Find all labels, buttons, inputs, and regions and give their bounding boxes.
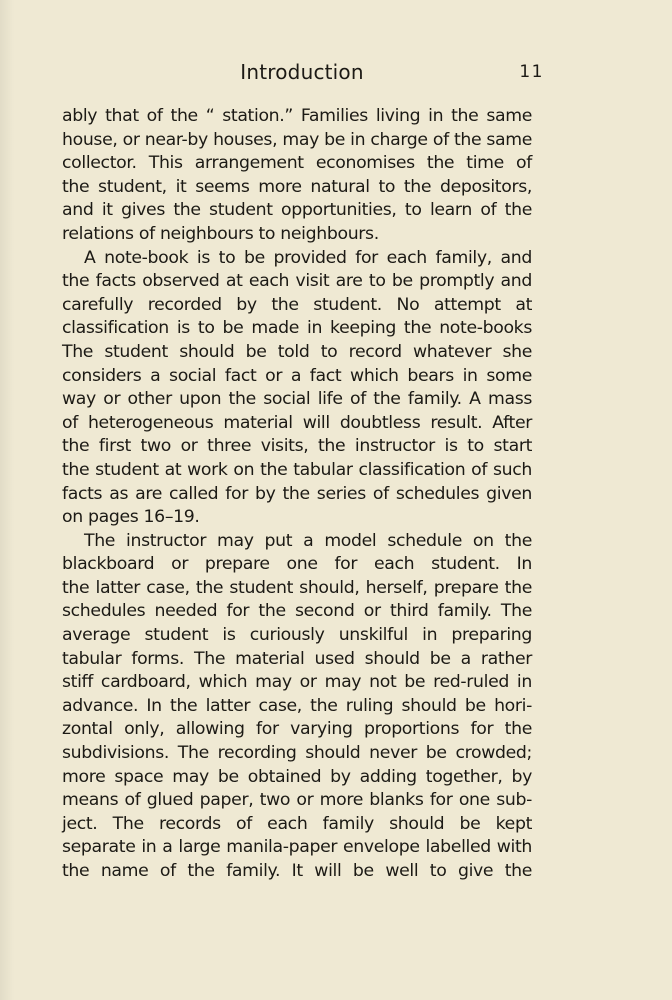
text-line: the latter case, the student should, herself, prepare the: [62, 577, 532, 598]
page-title: Introduction: [240, 60, 364, 84]
text-line: ably that of the “ station.” Families living in the same: [62, 106, 532, 126]
text-line: zontal only, allowing for varying proportions for the: [62, 719, 532, 740]
text-line: the student at work on the tabular classification of such: [62, 459, 532, 480]
text-line: and it gives the student opportunities, to learn of the: [62, 200, 532, 221]
text-line: considers a social fact or a fact which bears in some: [62, 365, 532, 386]
text-line: means of glued paper, two or more blanks for one sub-: [62, 790, 532, 811]
text-line: classification is to be made in keeping the note-books: [62, 318, 532, 339]
text-line: advance. In the latter case, the ruling should be hori-: [62, 695, 532, 716]
text-line: subdivisions. The recording should never be crowded;: [62, 743, 532, 764]
text-line: blackboard or prepare one for each student. In: [62, 554, 532, 575]
text-line: the first two or three visits, the instructor is to start: [62, 436, 532, 457]
text-line: of heterogeneous material will doubtless result. After: [62, 412, 532, 433]
text-line: The instructor may put a model schedule on the: [84, 530, 532, 551]
text-line: the student, it seems more natural to the depositors,: [62, 176, 532, 197]
text-line: ject. The records of each family should be kept: [62, 813, 532, 834]
text-line: facts as are called for by the series of schedules given: [62, 483, 532, 504]
text-line: separate in a large manila-paper envelope labelled with: [62, 837, 532, 858]
text-line: the name of the family. It will be well to give the: [62, 861, 532, 881]
text-line: house, or near-by houses, may be in charge of the same: [62, 129, 533, 150]
text-line: on pages 16–19.: [62, 507, 200, 528]
text-line: schedules needed for the second or third family. The: [62, 601, 532, 622]
page-number: 11: [519, 62, 544, 82]
text-line: the facts observed at each visit are to be promptly and: [62, 271, 532, 292]
text-line: stiff cardboard, which may or may not be red-ruled in: [62, 672, 532, 693]
running-head: [62, 60, 542, 90]
text-line: relations of neighbours to neighbours.: [62, 223, 379, 244]
text-line: collector. This arrangement economises the time of: [62, 153, 532, 174]
text-line: average student is curiously unskilful in preparing: [62, 625, 532, 646]
text-line: way or other upon the social life of the family. A mass: [62, 389, 532, 410]
text-line: The student should be told to record whatever she: [62, 341, 532, 362]
body-text: [62, 105, 532, 884]
text-line: A note-book is to be provided for each family, and: [84, 247, 532, 268]
text-line: tabular forms. The material used should be a rather: [62, 648, 532, 669]
page-edge-shadow: [0, 0, 14, 1000]
text-line: carefully recorded by the student. No attempt at: [62, 294, 532, 315]
text-line: more space may be obtained by adding together, by: [62, 766, 532, 787]
